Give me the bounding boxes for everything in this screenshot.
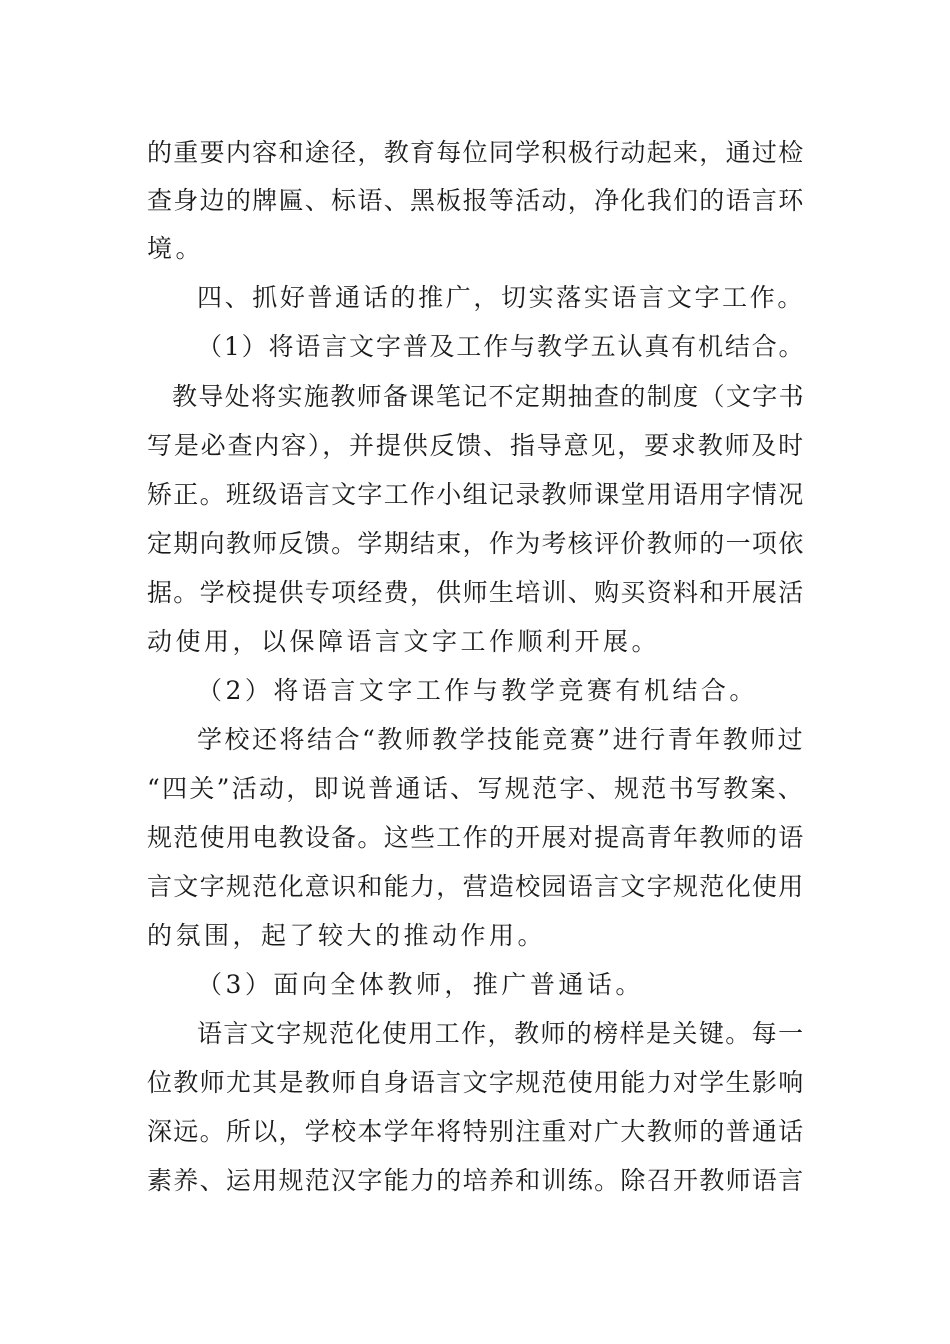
- text-line: 查身边的牌匾、标语、黑板报等活动，净化我们的语言环: [147, 186, 805, 215]
- text-line: 定期向教师反馈。学期结束，作为考核评价教师的一项依: [147, 529, 805, 558]
- text-line: 的氛围，起了较大的推动作用。: [147, 921, 547, 950]
- subsection-heading: （3）面向全体教师，推广普通话。: [197, 970, 644, 999]
- text-line: 言文字规范化意识和能力，营造校园语言文字规范化使用: [147, 872, 805, 901]
- subsection-heading: （2）将语言文字工作与教学竞赛有机结合。: [197, 676, 758, 705]
- text-line: 素养、运用规范汉字能力的培养和训练。除召开教师语言: [147, 1166, 805, 1195]
- text-line: 矫正。班级语言文字工作小组记录教师课堂用语用字情况: [147, 480, 805, 509]
- text-line: 据。学校提供专项经费，供师生培训、购买资料和开展活: [147, 578, 805, 607]
- text-line: 写是必查内容），并提供反馈、指导意见，要求教师及时: [147, 431, 806, 460]
- subsection-heading: （1）将语言文字普及工作与教学五认真有机结合。: [197, 332, 806, 361]
- text-line: 学校还将结合“教师教学技能竞赛”进行青年教师过: [197, 725, 806, 754]
- text-line: 深远。所以，学校本学年将特别注重对广大教师的普通话: [147, 1117, 805, 1146]
- section-heading: 四、抓好普通话的推广，切实落实语言文字工作。: [197, 283, 806, 312]
- text-line: 规范使用电教设备。这些工作的开展对提高青年教师的语: [147, 823, 805, 852]
- text-line: 语言文字规范化使用工作，教师的榜样是关键。每一: [197, 1019, 805, 1048]
- text-line: 动使用，以保障语言文字工作顺利开展。: [147, 627, 661, 656]
- text-line: 教导处将实施教师备课笔记不定期抽查的制度（文字书: [172, 382, 806, 411]
- text-line: 位教师尤其是教师自身语言文字规范使用能力对学生影响: [147, 1068, 805, 1097]
- text-line: 的重要内容和途径，教育每位同学积极行动起来，通过检: [147, 138, 805, 167]
- text-line: “四关”活动，即说普通话、写规范字、规范书写教案、: [147, 774, 806, 803]
- text-line: 境。: [147, 234, 205, 263]
